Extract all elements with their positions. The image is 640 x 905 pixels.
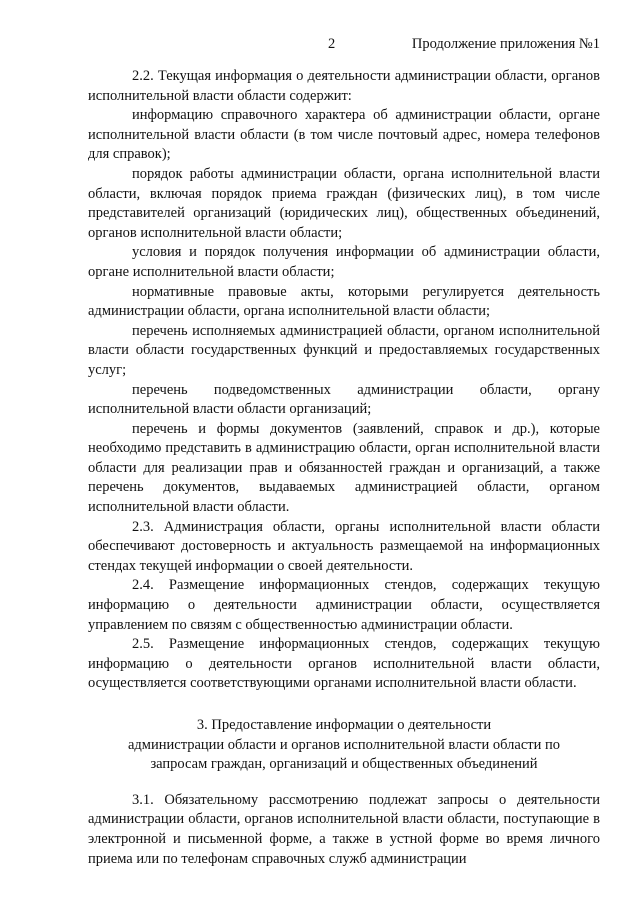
section-3-heading-line: администрации области и органов исполнительной власти области по [127,736,561,753]
list-item-document-forms: перечень и формы документов (заявлений, справок и др.), которые необходимо представить в администрацию области, орган исполнительной власти области для реализации прав и обязанностей граждан и организаций, а также перечень документов, выдаваемых администрацией области, органом исполнительной власти области. [88,420,600,516]
paragraph-2-2: 2.2. Текущая информация о деятельности администрации области, органов исполнительной власти области содержит: [88,68,600,104]
list-item-info-conditions: условия и порядок получения информации об администрации области, органе исполнительной власти области; [88,244,600,280]
paragraph-2-4: 2.4. Размещение информационных стендов, содержащих текущую информацию о деятельности администрации области, осуществляется управлением по связям с общественностью администрации области. [88,577,600,633]
list-item-legal-acts: нормативные правовые акты, которыми регулируется деятельность администрации области, органа исполнительной власти области; [88,283,600,320]
list-item-state-functions: перечень исполняемых администрацией области, органом исполнительной власти области государственных функций и предоставляемых государственных услуг; [88,322,600,378]
list-item-reference-info: информацию справочного характера об администрации области, органе исполнительной власти области (в том числе почтовый адрес, номера телефонов для справок); [88,107,600,163]
section-3-heading [88,716,600,775]
list-item-work-procedure: порядок работы администрации области, органа исполнительной власти области, включая порядок приема граждан (физических лиц), в том числе представителей организаций (юридических лиц), общественных объединений, органов исполнительной власти области; [88,165,600,241]
list-item-subordinate-orgs: перечень подведомственных администрации области, органу исполнительной власти области организаций; [88,381,600,418]
document-body [88,67,600,869]
appendix-continuation-label: Продолжение приложения №1 [411,36,600,52]
paragraph-2-3: 2.3. Администрация области, органы исполнительной власти области обеспечивают достоверность и актуальность размещаемой на информационных стендах текущей информации о своей деятельности. [88,518,600,574]
paragraph-3-1: 3.1. Обязательному рассмотрению подлежат запросы о деятельности администрации области, органов исполнительной власти области, поступающие в электронной и письменной форме, а также в устной форме во время личного приема или по телефонам справочных служб администрации [88,791,600,867]
section-3-heading-line: запросам граждан, организаций и общественных объединений [150,756,538,773]
page-number: 2 [328,36,336,52]
page-header [88,36,600,56]
section-3-heading-line: 3. Предоставление информации о деятельности [196,717,492,733]
paragraph-2-5: 2.5. Размещение информационных стендов, содержащих текущую информацию о деятельности органов исполнительной власти области, осуществляется соответствующими органами исполнительной власти области. [88,636,600,692]
